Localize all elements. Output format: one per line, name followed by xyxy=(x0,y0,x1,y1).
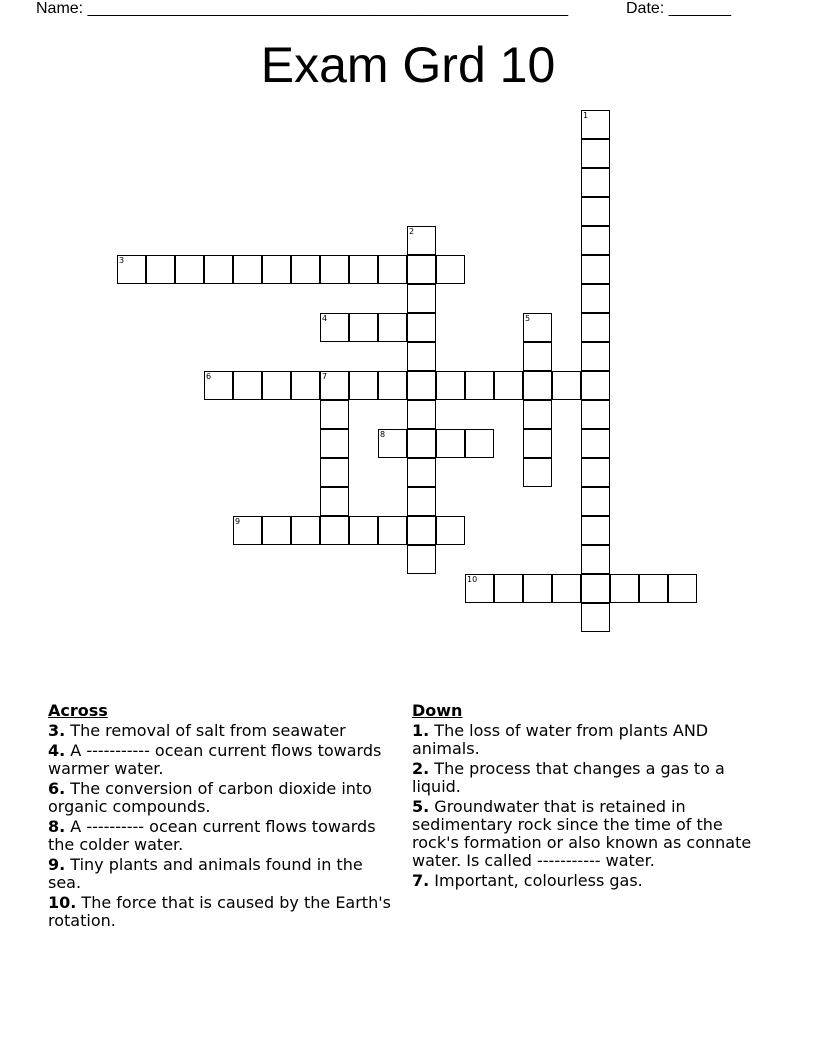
clue-text: A ---------- ocean current flows towards the colder water. xyxy=(48,817,376,854)
grid-cell[interactable] xyxy=(320,313,349,342)
grid-cell[interactable] xyxy=(117,255,146,284)
name-field[interactable]: Name: ______________________________________________________ xyxy=(36,0,569,17)
down-clue xyxy=(412,760,772,796)
clue-text: Important, colourless gas. xyxy=(429,871,643,890)
grid-cell[interactable] xyxy=(581,458,610,487)
cell-number: 9 xyxy=(235,517,241,526)
clue-number: 6. xyxy=(48,779,66,798)
grid-cell[interactable] xyxy=(552,371,581,400)
cell-number: 2 xyxy=(409,227,415,236)
cell-number: 4 xyxy=(322,314,328,323)
grid-cell[interactable] xyxy=(581,545,610,574)
grid-cell[interactable] xyxy=(146,255,175,284)
grid-cell[interactable] xyxy=(523,313,552,342)
cell-number: 5 xyxy=(525,314,531,323)
across-clue xyxy=(48,818,393,854)
cell-number: 8 xyxy=(380,430,386,439)
grid-cell[interactable] xyxy=(349,516,378,545)
grid-cell[interactable] xyxy=(320,487,349,516)
grid-cell[interactable] xyxy=(320,429,349,458)
grid-cell[interactable] xyxy=(407,487,436,516)
grid-cell[interactable] xyxy=(581,139,610,168)
grid-cell[interactable] xyxy=(291,255,320,284)
grid-cell[interactable] xyxy=(378,255,407,284)
grid-cell[interactable] xyxy=(494,371,523,400)
across-clues xyxy=(48,702,393,932)
grid-cell[interactable] xyxy=(581,168,610,197)
across-clue xyxy=(48,894,393,930)
grid-cell[interactable] xyxy=(523,371,552,400)
grid-cell[interactable] xyxy=(523,574,552,603)
date-field[interactable]: Date: _______ xyxy=(626,0,731,17)
grid-cell[interactable] xyxy=(581,516,610,545)
clue-text: The loss of water from plants AND animals. xyxy=(412,721,709,758)
grid-cell[interactable] xyxy=(581,574,610,603)
clue-number: 4. xyxy=(48,741,66,760)
down-clue xyxy=(412,798,772,870)
grid-cell[interactable] xyxy=(407,313,436,342)
grid-cell[interactable] xyxy=(233,255,262,284)
grid-cell[interactable] xyxy=(581,400,610,429)
grid-cell[interactable] xyxy=(204,255,233,284)
grid-cell[interactable] xyxy=(668,574,697,603)
grid-cell[interactable] xyxy=(407,284,436,313)
grid-cell[interactable] xyxy=(320,371,349,400)
grid-cell[interactable] xyxy=(581,487,610,516)
grid-cell[interactable] xyxy=(349,371,378,400)
grid-cell[interactable] xyxy=(320,516,349,545)
grid-cell[interactable] xyxy=(320,458,349,487)
grid-cell[interactable] xyxy=(204,371,233,400)
grid-cell[interactable] xyxy=(262,371,291,400)
grid-cell[interactable] xyxy=(523,429,552,458)
grid-cell[interactable] xyxy=(378,313,407,342)
clue-text: The force that is caused by the Earth's rotation. xyxy=(48,893,391,930)
grid-cell[interactable] xyxy=(407,516,436,545)
grid-cell[interactable] xyxy=(378,516,407,545)
grid-cell[interactable] xyxy=(465,574,494,603)
grid-cell[interactable] xyxy=(436,516,465,545)
across-clue xyxy=(48,856,393,892)
grid-cell[interactable] xyxy=(581,342,610,371)
grid-cell[interactable] xyxy=(639,574,668,603)
grid-cell[interactable] xyxy=(262,516,291,545)
across-clue xyxy=(48,722,393,740)
grid-cell[interactable] xyxy=(581,197,610,226)
grid-cell[interactable] xyxy=(523,342,552,371)
grid-cell[interactable] xyxy=(494,574,523,603)
grid-cell[interactable] xyxy=(552,574,581,603)
clue-text: A ----------- ocean current flows towards warmer water. xyxy=(48,741,382,778)
grid-cell[interactable] xyxy=(407,226,436,255)
grid-cell[interactable] xyxy=(581,284,610,313)
grid-cell[interactable] xyxy=(233,516,262,545)
grid-cell[interactable] xyxy=(175,255,204,284)
clue-number: 2. xyxy=(412,759,430,778)
grid-cell[interactable] xyxy=(407,342,436,371)
grid-cell[interactable] xyxy=(291,371,320,400)
grid-cell[interactable] xyxy=(581,255,610,284)
clue-number: 10. xyxy=(48,893,77,912)
cell-number: 10 xyxy=(467,575,478,584)
grid-cell[interactable] xyxy=(581,313,610,342)
down-clues xyxy=(412,702,772,892)
clue-number: 3. xyxy=(48,721,66,740)
clue-number: 5. xyxy=(412,797,430,816)
grid-cell[interactable] xyxy=(581,226,610,255)
clue-text: Groundwater that is retained in sedimentary rock since the time of the rock's formation or also known as connate water. Is called ----------- water. xyxy=(412,797,752,870)
grid-cell[interactable] xyxy=(407,400,436,429)
across-clue xyxy=(48,742,393,778)
grid-cell[interactable] xyxy=(378,429,407,458)
page-title: Exam Grd 10 xyxy=(260,37,556,93)
grid-cell[interactable] xyxy=(378,371,407,400)
down-heading: Down xyxy=(412,701,463,720)
grid-cell[interactable] xyxy=(581,603,610,632)
grid-cell[interactable] xyxy=(581,371,610,400)
grid-cell[interactable] xyxy=(407,255,436,284)
grid-cell[interactable] xyxy=(465,429,494,458)
grid-cell[interactable] xyxy=(349,255,378,284)
grid-cell[interactable] xyxy=(610,574,639,603)
clue-text: Tiny plants and animals found in the sea. xyxy=(48,855,363,892)
down-clue xyxy=(412,722,772,758)
cell-number: 6 xyxy=(206,372,212,381)
clue-text: The conversion of carbon dioxide into organic compounds. xyxy=(48,779,372,816)
grid-cell[interactable] xyxy=(523,458,552,487)
down-clue xyxy=(412,872,772,890)
grid-cell[interactable] xyxy=(581,110,610,139)
grid-cell[interactable] xyxy=(320,255,349,284)
grid-cell[interactable] xyxy=(320,400,349,429)
across-heading: Across xyxy=(48,701,108,720)
grid-cell[interactable] xyxy=(436,371,465,400)
grid-cell[interactable] xyxy=(436,429,465,458)
grid-cell[interactable] xyxy=(407,371,436,400)
grid-cell[interactable] xyxy=(436,255,465,284)
clue-number: 1. xyxy=(412,721,430,740)
across-clue xyxy=(48,780,393,816)
grid-cell[interactable] xyxy=(407,545,436,574)
cell-number: 7 xyxy=(322,372,328,381)
grid-cell[interactable] xyxy=(407,458,436,487)
grid-cell[interactable] xyxy=(291,516,320,545)
grid-cell[interactable] xyxy=(523,400,552,429)
grid-cell[interactable] xyxy=(407,429,436,458)
clue-text: The removal of salt from seawater xyxy=(65,721,346,740)
clue-number: 9. xyxy=(48,855,66,874)
clue-number: 8. xyxy=(48,817,66,836)
grid-cell[interactable] xyxy=(233,371,262,400)
grid-cell[interactable] xyxy=(349,313,378,342)
header xyxy=(36,0,731,18)
clue-text: The process that changes a gas to a liquid. xyxy=(412,759,725,796)
cell-number: 1 xyxy=(583,111,589,120)
clue-number: 7. xyxy=(412,871,430,890)
grid-cell[interactable] xyxy=(262,255,291,284)
cell-number: 3 xyxy=(119,256,125,265)
grid-cell[interactable] xyxy=(581,429,610,458)
grid-cell[interactable] xyxy=(465,371,494,400)
